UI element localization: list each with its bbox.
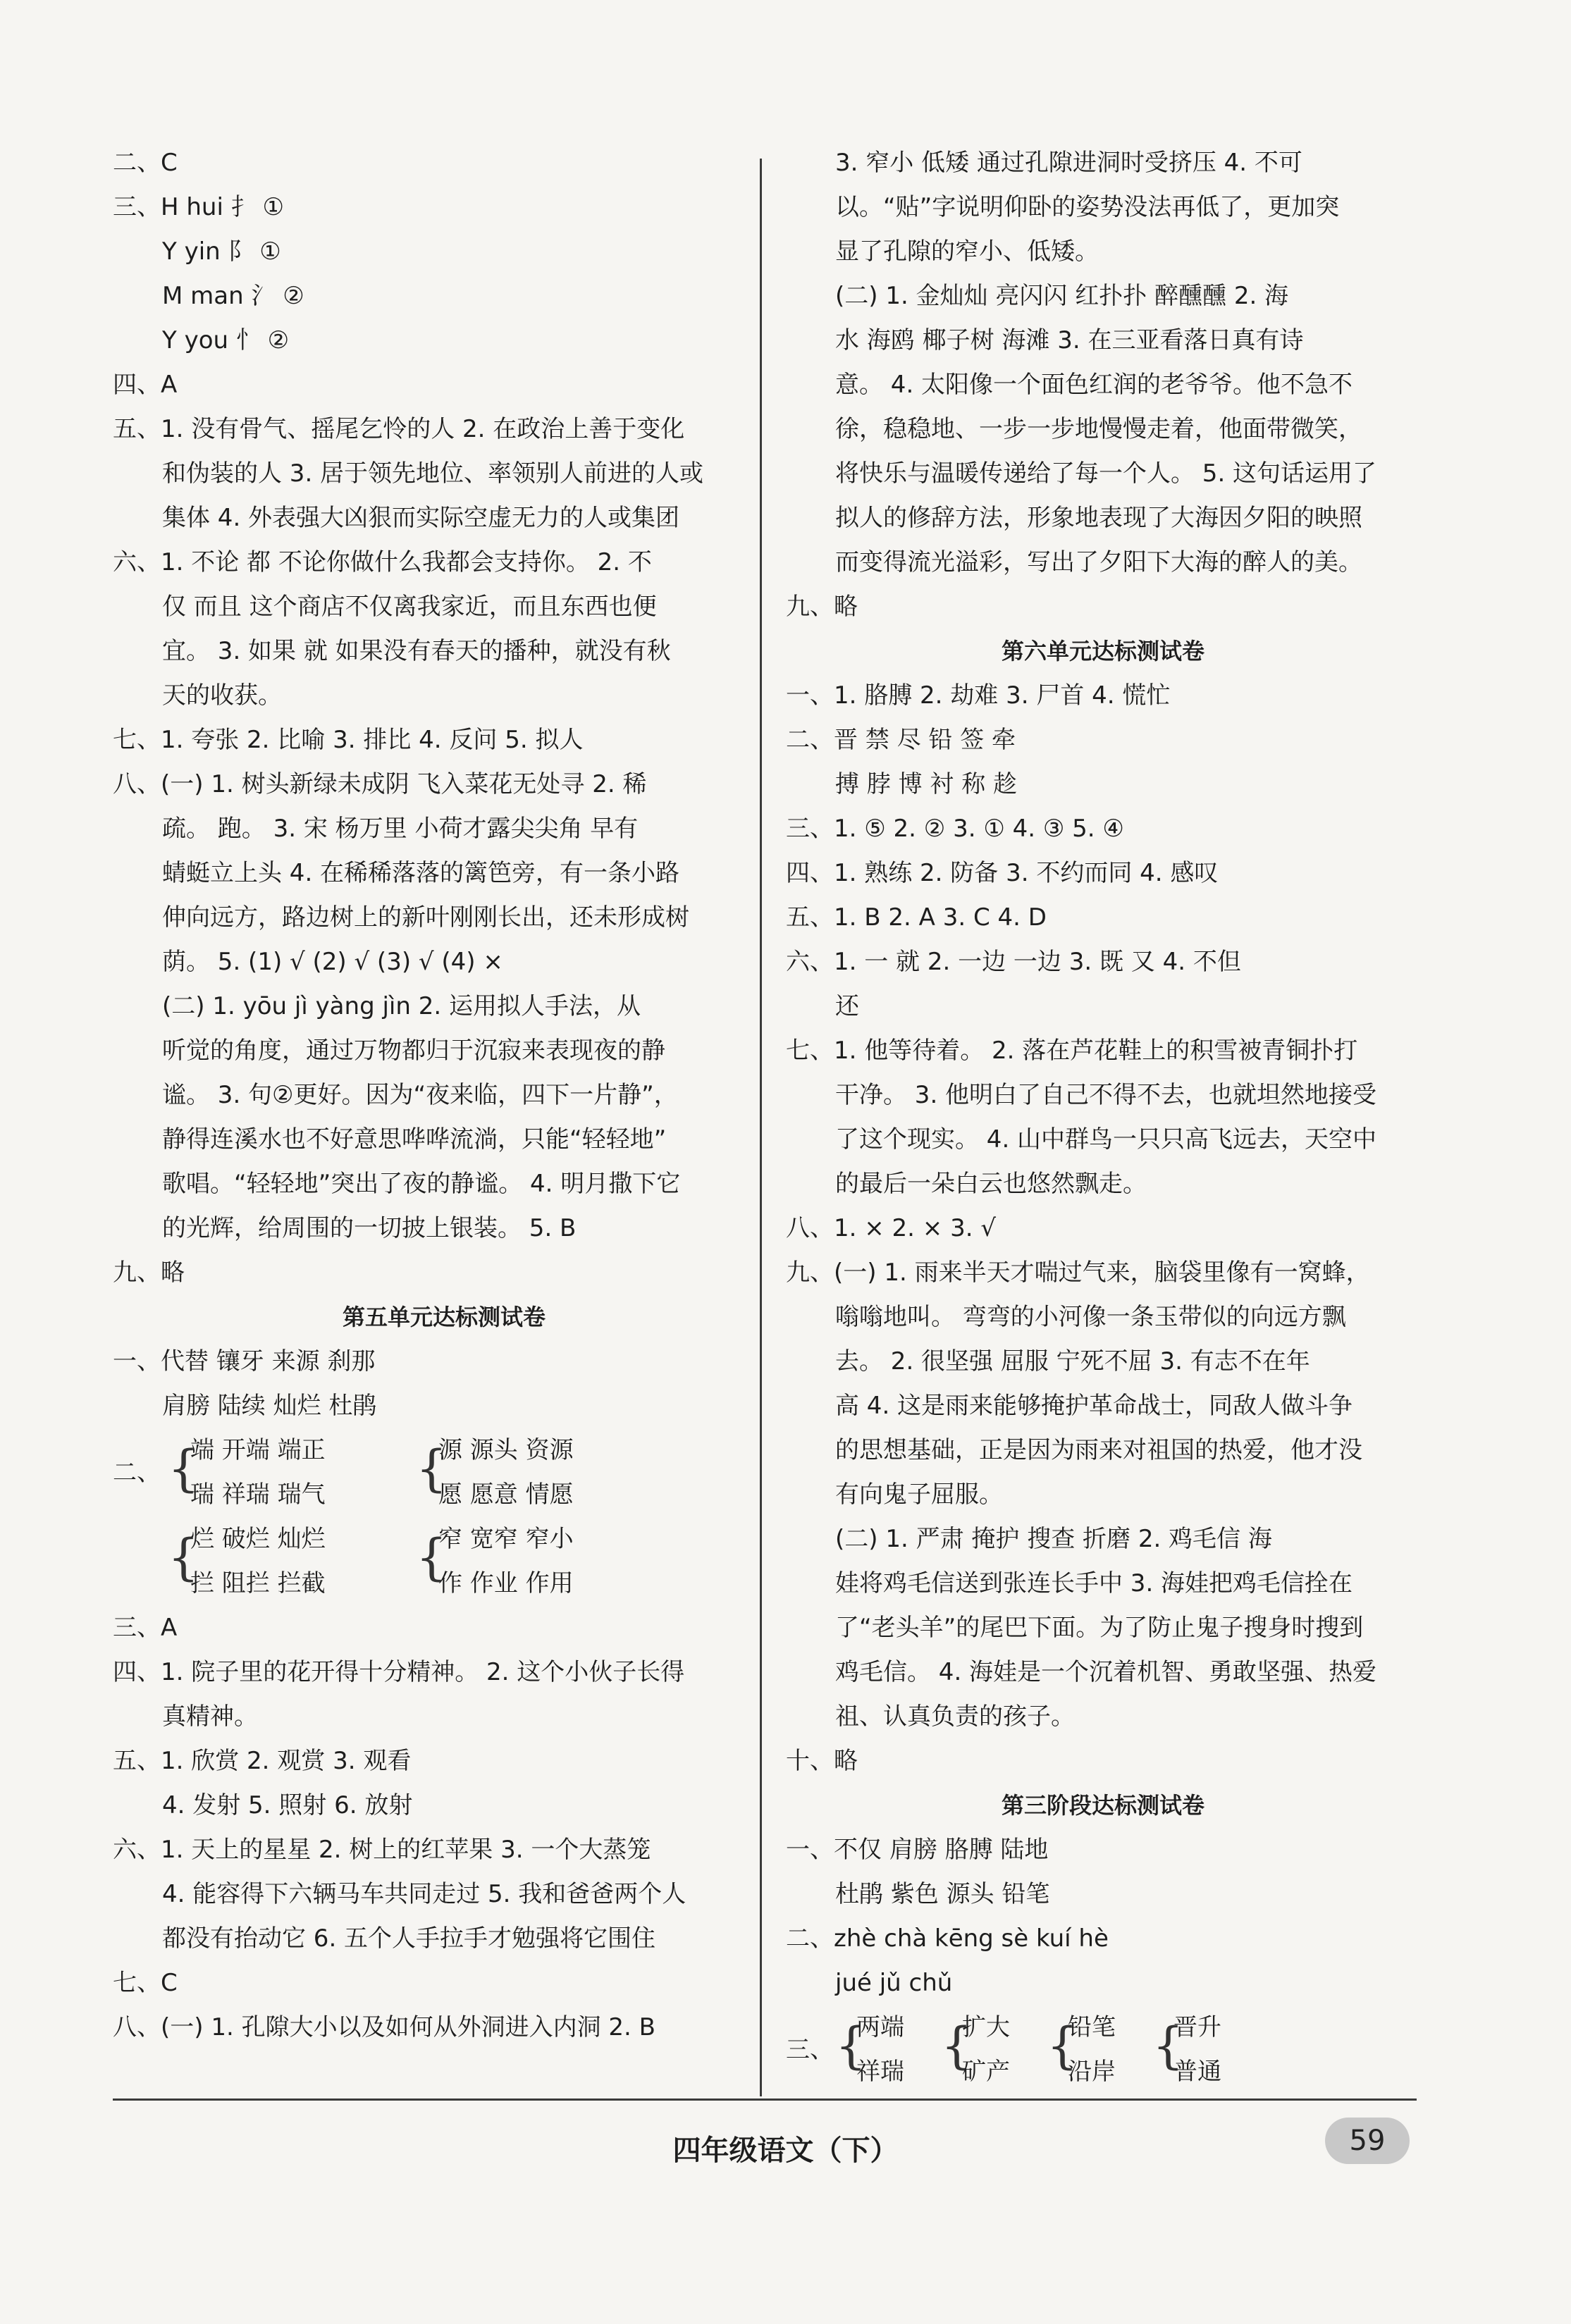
answer-line: 三、A [113, 1614, 178, 1642]
answer-line: 都没有抬动它 6. 五个人手拉手才勉强将它围住 [162, 1924, 656, 1953]
answer-line: 搏 脖 博 衬 称 趁 [835, 770, 1018, 798]
brace-icon: { [941, 2017, 973, 2075]
brace-item: 沿岸 [1068, 2058, 1116, 2086]
answer-line: 五、1. 没有骨气、摇尾乞怜的人 2. 在政治上善于变化 [113, 415, 685, 443]
answer-line: 七、C [113, 1969, 178, 1997]
section-title: 第五单元达标测试卷 [342, 1304, 546, 1330]
answer-line: 六、1. 不论 都 不论你做什么我都会支持你。 2. 不 [113, 548, 652, 576]
answer-line: 一、不仅 肩膀 胳膊 陆地 [786, 1836, 1049, 1864]
brace-item: 愿 愿意 情愿 [438, 1481, 574, 1509]
answer-line: 意。 4. 太阳像一个面色红润的老爷爷。他不急不 [835, 371, 1353, 399]
answer-line: 一、代替 镶牙 来源 刹那 [113, 1347, 376, 1376]
answer-line: 的思想基础，正是因为雨来对祖国的热爱，他才没 [835, 1436, 1362, 1464]
brace-item: 瑞 祥瑞 瑞气 [190, 1481, 326, 1509]
answer-line: 了“老头羊”的尾巴下面。为了防止鬼子搜身时搜到 [835, 1614, 1364, 1642]
footer-rule [113, 2099, 1417, 2101]
answer-line: 二、晋 禁 尽 铅 签 牵 [786, 726, 1016, 754]
answer-line: 四、A [113, 371, 178, 399]
answer-line: 宜。 3. 如果 就 如果没有春天的播种，就没有秋 [162, 637, 671, 665]
answer-line: 七、1. 他等待着。 2. 落在芦花鞋上的积雪被青铜扑打 [786, 1037, 1358, 1065]
answer-line: 还 [835, 992, 859, 1020]
brace-group [113, 1517, 775, 1606]
brace-item: 扩大 [962, 2013, 1010, 2041]
answer-line: 干净。 3. 他明白了自己不得不去，也就坦然地接受 [835, 1081, 1377, 1109]
answer-line: 以。“贴”字说明仰卧的姿势没法再低了，更加突 [835, 193, 1340, 221]
answer-line: 谧。 3. 句②更好。因为“夜来临，四下一片静”， [162, 1081, 678, 1109]
right-column [786, 141, 1420, 2094]
answer-line: 天的收获。 [162, 681, 282, 710]
section-title: 第三阶段达标测试卷 [1001, 1792, 1205, 1819]
answer-line: 了这个现实。 4. 山中群鸟一只只高飞远去，天空中 [835, 1125, 1377, 1154]
brace-item: 拦 阻拦 拦截 [190, 1569, 326, 1597]
brace-item: 铅笔 [1068, 2013, 1116, 2041]
answer-line: 五、1. 欣赏 2. 观赏 3. 观看 [113, 1747, 412, 1775]
answer-line: 伸向远方，路边树上的新叶刚刚长出，还未形成树 [162, 903, 689, 932]
answer-line: jué jǔ chǔ [835, 1969, 953, 1997]
answer-line: 疏。 跑。 3. 宋 杨万里 小荷才露尖尖角 早有 [162, 815, 639, 843]
answer-line: 一、1. 胳膊 2. 劫难 3. 尸首 4. 慌忙 [786, 681, 1171, 710]
answer-line: 4. 发射 5. 照射 6. 放射 [162, 1791, 413, 1819]
answer-line: 八、(一) 1. 孔隙大小以及如何从外洞进入内洞 2. B [113, 2013, 655, 2041]
answer-line: 徐，稳稳地、一步一步地慢慢走着，他面带微笑， [835, 415, 1362, 443]
answer-line: 嗡嗡地叫。 弯弯的小河像一条玉带似的向远方飘 [835, 1303, 1346, 1331]
brace-icon: { [416, 1440, 448, 1497]
brace-icon: { [1047, 2017, 1078, 2075]
answer-line: 三、H hui 扌 ① [113, 193, 285, 221]
answer-line: 的最后一朵白云也悠然飘走。 [835, 1170, 1147, 1198]
section-title: 第六单元达标测试卷 [1001, 638, 1205, 665]
brace-item: 源 源头 资源 [438, 1436, 574, 1464]
brace-item: 窄 宽窄 窄小 [438, 1525, 574, 1553]
brace-group [786, 2005, 1420, 2094]
answer-line: 十、略 [786, 1747, 858, 1775]
brace-icon: { [1152, 2017, 1184, 2075]
answer-line: (二) 1. yōu jì yàng jìn 2. 运用拟人手法，从 [162, 992, 641, 1020]
brace-item: 晋升 [1173, 2013, 1221, 2041]
answer-line: 四、1. 熟练 2. 防备 3. 不约而同 4. 感叹 [786, 859, 1219, 887]
left-column [113, 141, 775, 2050]
answer-line: 静得连溪水也不好意思哗哗流淌，只能“轻轻地” [162, 1125, 667, 1154]
answer-line: 七、1. 夸张 2. 比喻 3. 排比 4. 反问 5. 拟人 [113, 726, 584, 754]
answer-line: 肩膀 陆续 灿烂 杜鹃 [162, 1392, 377, 1420]
answer-line: 听觉的角度，通过万物都归于沉寂来表现夜的静 [162, 1037, 665, 1065]
answer-line: 4. 能容得下六辆马车共同走过 5. 我和爸爸两个人 [162, 1880, 686, 1908]
answer-line: (二) 1. 金灿灿 亮闪闪 红扑扑 醉醺醺 2. 海 [835, 282, 1289, 310]
answer-line: 将快乐与温暖传递给了每一个人。 5. 这句话运用了 [835, 459, 1377, 488]
answer-line: 九、略 [113, 1259, 185, 1287]
answer-line: 高 4. 这是雨来能够掩护革命战士，同敌人做斗争 [835, 1392, 1353, 1420]
answer-line: 九、(一) 1. 雨来半天才喘过气来，脑袋里像有一窝蜂， [786, 1259, 1370, 1287]
page-number: 59 [1325, 2118, 1410, 2164]
answer-line: 而变得流光溢彩，写出了夕阳下大海的醉人的美。 [835, 548, 1362, 576]
answer-line: 和伪装的人 3. 居于领先地位、率领别人前进的人或 [162, 459, 704, 488]
answer-line: 蜻蜓立上头 4. 在稀稀落落的篱笆旁，有一条小路 [162, 859, 680, 887]
answer-line: 五、1. B 2. A 3. C 4. D [786, 903, 1047, 932]
answer-line: 集体 4. 外表强大凶狠而实际空虚无力的人或集团 [162, 504, 680, 532]
answer-line: 祖、认真负责的孩子。 [835, 1702, 1075, 1731]
answer-line: 六、1. 天上的星星 2. 树上的红苹果 3. 一个大蒸笼 [113, 1836, 651, 1864]
brace-item: 祥瑞 [856, 2058, 904, 2086]
brace-icon: { [835, 2017, 867, 2075]
brace-icon: { [168, 1528, 199, 1586]
question-label: 三、 [786, 2036, 834, 2064]
answer-line: M man 氵 ② [162, 282, 304, 310]
answer-line: (二) 1. 严肃 掩护 搜查 折磨 2. 鸡毛信 海 [835, 1525, 1272, 1553]
brace-icon: { [168, 1440, 199, 1497]
answer-line: 六、1. 一 就 2. 一边 一边 3. 既 又 4. 不但 [786, 948, 1241, 976]
footer-title: 四年级语文（下） [672, 2134, 899, 2167]
answer-line: 仅 而且 这个商店不仅离我家近，而且东西也便 [162, 593, 657, 621]
answer-line: 3. 窄小 低矮 通过孔隙进洞时受挤压 4. 不可 [835, 149, 1302, 177]
answer-line: 八、(一) 1. 树头新绿未成阴 飞入菜花无处寻 2. 稀 [113, 770, 647, 798]
answer-line: 歌唱。“轻轻地”突出了夜的静谧。 4. 明月撒下它 [162, 1170, 681, 1198]
answer-line: 二、C [113, 149, 178, 177]
answer-line: 四、1. 院子里的花开得十分精神。 2. 这个小伙子长得 [113, 1658, 685, 1686]
answer-line: 的光辉，给周围的一切披上银装。 5. B [162, 1214, 577, 1242]
answer-line: 水 海鸥 椰子树 海滩 3. 在三亚看落日真有诗 [835, 326, 1304, 354]
answer-line: 九、略 [786, 593, 858, 621]
answer-line: 二、zhè chà kēng sè kuí hè [786, 1924, 1109, 1953]
brace-item: 普通 [1173, 2058, 1221, 2086]
brace-icon: { [416, 1528, 448, 1586]
answer-line: 三、1. ⑤ 2. ② 3. ① 4. ③ 5. ④ [786, 815, 1124, 843]
answer-line: 娃将鸡毛信送到张连长手中 3. 海娃把鸡毛信拴在 [835, 1569, 1353, 1597]
answer-line: 荫。 5. (1) √ (2) √ (3) √ (4) × [162, 948, 503, 976]
answer-line: Y yin 阝 ① [162, 237, 281, 266]
brace-item: 烂 破烂 灿烂 [190, 1525, 326, 1553]
brace-item: 作 作业 作用 [438, 1569, 574, 1597]
answer-line: 显了孔隙的窄小、低矮。 [835, 237, 1099, 266]
brace-item: 矿产 [962, 2058, 1010, 2086]
answer-line: 鸡毛信。 4. 海娃是一个沉着机智、勇敢坚强、热爱 [835, 1658, 1377, 1686]
answer-line: 去。 2. 很坚强 屈服 宁死不屈 3. 有志不在年 [835, 1347, 1310, 1376]
question-label: 二、 [113, 1459, 161, 1487]
answer-line: 八、1. × 2. × 3. √ [786, 1214, 996, 1242]
answer-line: 有向鬼子屈服。 [835, 1481, 1003, 1509]
answer-line: Y you 忄 ② [162, 326, 290, 354]
answer-line: 真精神。 [162, 1702, 258, 1731]
answer-line: 拟人的修辞方法，形象地表现了大海因夕阳的映照 [835, 504, 1362, 532]
brace-item: 两端 [856, 2013, 904, 2041]
answer-line: 杜鹃 紫色 源头 铅笔 [835, 1880, 1050, 1908]
brace-group [113, 1428, 775, 1517]
brace-item: 端 开端 端正 [190, 1436, 326, 1464]
